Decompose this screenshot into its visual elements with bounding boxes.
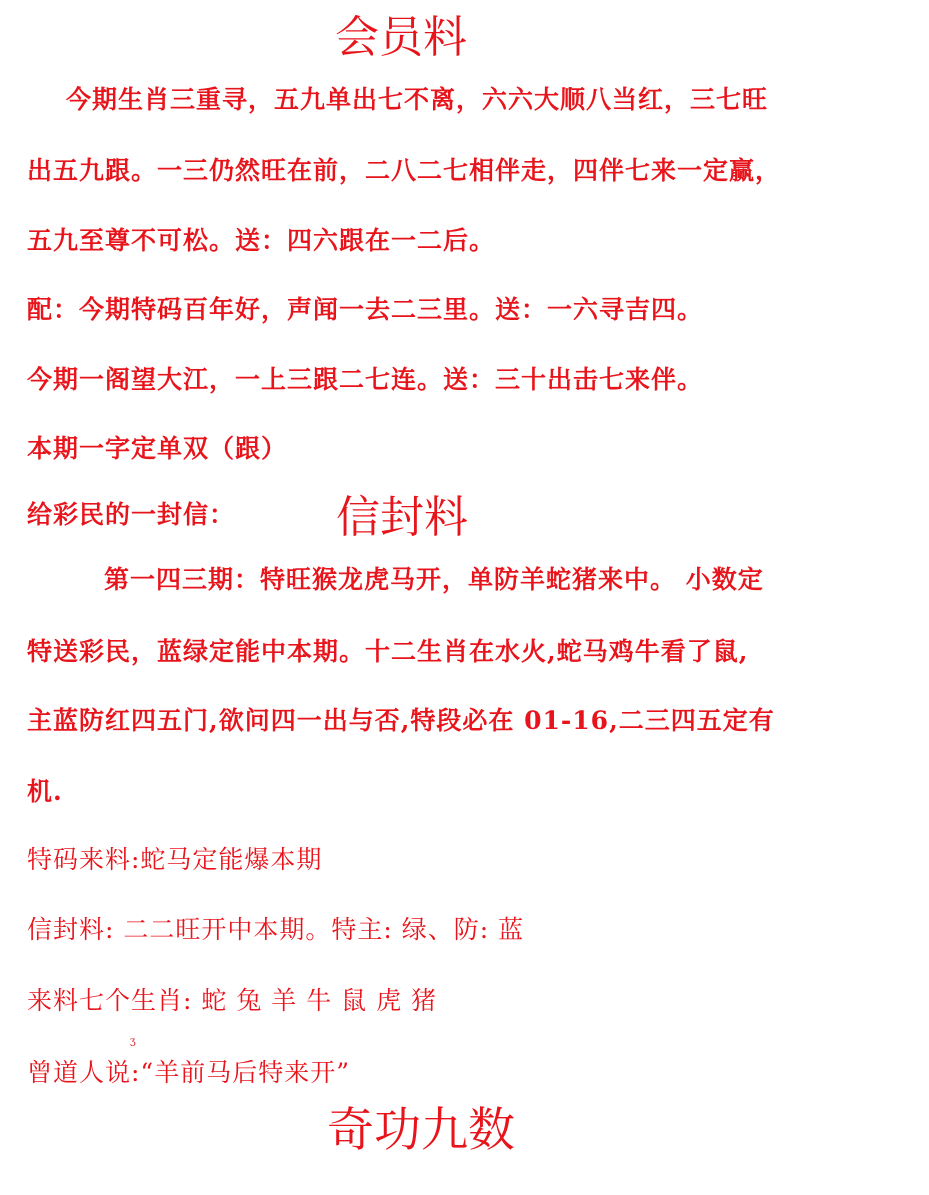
envelope-line-1: 第一四三期：特旺猴龙虎马开，单防羊蛇猪来中。 小数定: [104, 565, 764, 594]
note-quote: 曾道人说:“羊前马后特来开”: [27, 1058, 350, 1087]
member-line-4: 配：今期特码百年好，声闻一去二三里。送：一六寻吉四。: [27, 295, 704, 324]
bottom-heading: 奇功九数: [327, 1103, 515, 1158]
envelope-line-4: 机.: [27, 777, 63, 806]
member-line-3: 五九至尊不可松。送：四六跟在一二后。: [27, 226, 496, 255]
member-line-2: 出五九跟。一三仍然旺在前，二八二七相伴走，四伴七来一定赢，: [27, 156, 782, 185]
member-line-6: 本期一字定单双（跟）: [27, 434, 288, 463]
note-envelope: 信封料: 二二旺开中本期。特主: 绿、防: 蓝: [27, 915, 525, 944]
envelope-line-3: 主蓝防红四五门,欲问四一出与否,特段必在 01-16,二三四五定有: [27, 706, 775, 735]
note-seven-zodiacs: 来料七个生肖: 蛇 兔 羊 牛 鼠 虎 猪: [27, 986, 438, 1015]
member-line-1: 今期生肖三重寻，五九单出七不离，六六大顺八当红，三七旺: [66, 85, 769, 114]
envelope-line-2: 特送彩民，蓝绿定能中本期。十二生肖在水火,蛇马鸡牛看了鼠,: [27, 637, 749, 666]
letter-label: 给彩民的一封信：: [27, 500, 236, 529]
envelope-heading: 信封料: [336, 492, 468, 543]
note-special-code: 特码来料:蛇马定能爆本期: [27, 845, 323, 874]
member-line-5: 今期一阁望大江，一上三跟二七连。送：三十出击七来伴。: [27, 365, 704, 394]
member-heading: 会员料: [335, 12, 467, 63]
ink-speck: ʒ: [130, 1036, 136, 1047]
